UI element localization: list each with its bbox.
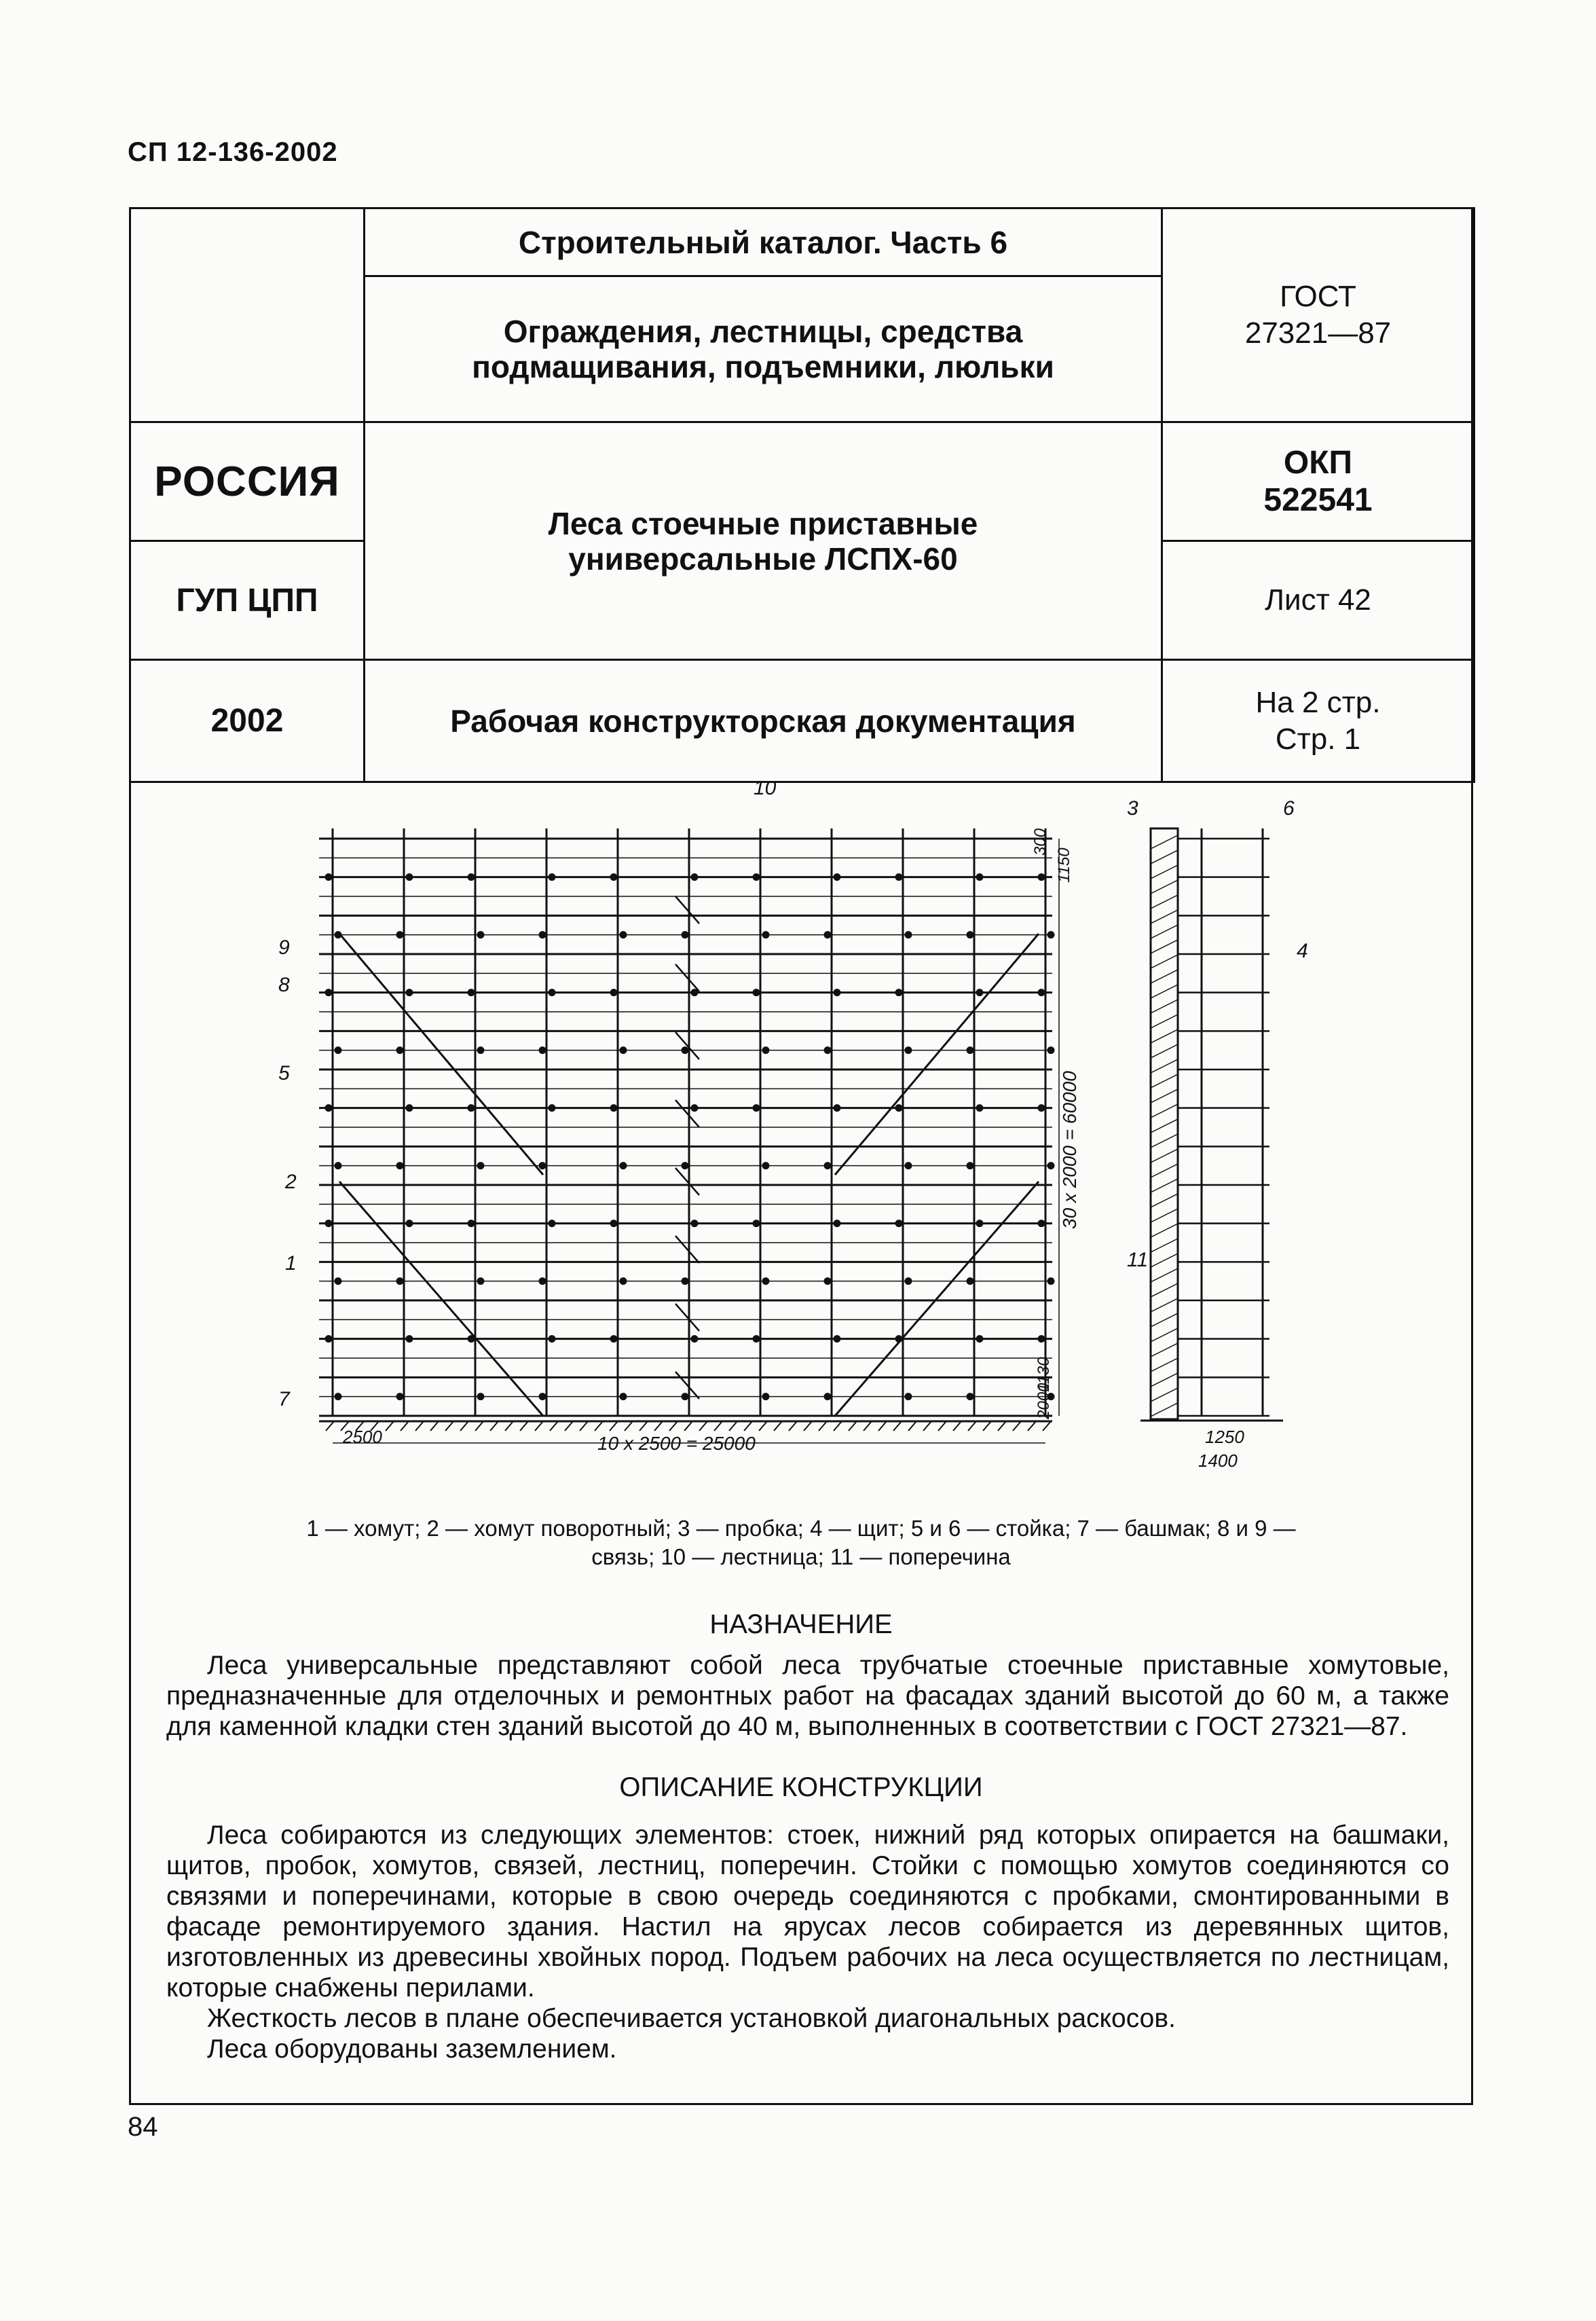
drawing-labels bbox=[278, 781, 1308, 1471]
coupler-dot bbox=[762, 932, 769, 938]
coupler-dot bbox=[396, 1278, 403, 1285]
coupler-dot bbox=[682, 1278, 688, 1285]
ground-hatch bbox=[580, 1421, 588, 1431]
coupler-dot bbox=[753, 1105, 760, 1112]
callout-label: 9 bbox=[278, 936, 290, 959]
gost-number: ГОСТ 27321—87 bbox=[1244, 280, 1392, 350]
coupler-dot bbox=[834, 1220, 840, 1227]
coupler-dot bbox=[1038, 989, 1045, 996]
ground-hatch bbox=[834, 1421, 842, 1431]
coupler-dot bbox=[967, 932, 973, 938]
coupler-dot bbox=[335, 1393, 341, 1400]
wall-hatch bbox=[1151, 925, 1178, 938]
ground-hatch bbox=[460, 1421, 468, 1431]
ladder-line bbox=[675, 1236, 699, 1263]
org-cell: ГУП ЦПП bbox=[130, 541, 365, 660]
coupler-dot bbox=[335, 1278, 341, 1285]
coupler-dot bbox=[691, 989, 698, 996]
coupler-dot bbox=[477, 1393, 484, 1400]
coupler-dot bbox=[834, 1336, 840, 1342]
coupler-dot bbox=[762, 1393, 769, 1400]
scaffold-drawing bbox=[251, 781, 1337, 1494]
coupler-dot bbox=[539, 1278, 546, 1285]
coupler-dot bbox=[335, 1163, 341, 1169]
coupler-dot bbox=[753, 1336, 760, 1342]
coupler-dot bbox=[335, 1047, 341, 1054]
purpose-text bbox=[166, 1650, 1449, 1742]
brace-line bbox=[835, 934, 1039, 1175]
catalog-subtitle: Ограждения, лестницы, средства подмащивания, подъемники, люльки bbox=[365, 276, 1162, 422]
wall-hatch bbox=[1151, 1328, 1178, 1342]
wall-hatch bbox=[1151, 1298, 1178, 1312]
construction-paragraph-1: Леса собираются из следующих элементов: стоек, нижний ряд которых опирается на башмаки, щитов, пробок, хомутов, связей, лестниц, поперечин. Стойки с помощью хомутов соединяются со связями и поперечинами, которые в свою очередь соединяются с пробками, смонтированными в фасаде ремонтируемого здания. Настил на ярусах лесов собирается из деревянных щитов, изготовленных из древесины хвойных пород. Подъем рабочих на леса осуществляется по лестницам, которые снабжены перилами. bbox=[166, 1821, 1449, 2003]
wall-hatch bbox=[1151, 1343, 1178, 1357]
ground-hatch bbox=[565, 1421, 573, 1431]
coupler-dot bbox=[753, 874, 760, 881]
coupler-dot bbox=[549, 989, 555, 996]
coupler-dot bbox=[477, 1278, 484, 1285]
wall-hatch bbox=[1151, 1254, 1178, 1267]
wall-hatch bbox=[1151, 1149, 1178, 1163]
wall-hatch bbox=[1151, 985, 1178, 998]
coupler-dot bbox=[468, 1105, 475, 1112]
construction-text bbox=[166, 1820, 1449, 2064]
ground-hatch bbox=[938, 1421, 946, 1431]
coupler-dot bbox=[325, 989, 332, 996]
coupler-dot bbox=[967, 1393, 973, 1400]
wall-hatch bbox=[1151, 910, 1178, 924]
coupler-dot bbox=[967, 1163, 973, 1169]
ground-hatch bbox=[1013, 1421, 1021, 1431]
ground-hatch bbox=[893, 1421, 902, 1431]
ground-hatch bbox=[774, 1421, 782, 1431]
callout-label: 6 bbox=[1283, 797, 1295, 820]
coupler-dot bbox=[682, 1163, 688, 1169]
ground-hatch bbox=[983, 1421, 991, 1431]
ground-hatch bbox=[430, 1421, 439, 1431]
wall-hatch bbox=[1151, 955, 1178, 968]
legend-caption: 1 — хомут; 2 — хомут поворотный; 3 — пробка; 4 — щит; 5 и 6 — стойка; 7 — башмак; 8 и 9 — связь; 10 — лестница; 11 — поперечина bbox=[306, 1516, 1296, 1569]
wall-hatch bbox=[1151, 1209, 1178, 1222]
ground-hatch bbox=[445, 1421, 453, 1431]
ground-hatch bbox=[610, 1421, 618, 1431]
coupler-dot bbox=[468, 989, 475, 996]
ground-hatch bbox=[1028, 1421, 1036, 1431]
coupler-dot bbox=[325, 1336, 332, 1342]
coupler-dot bbox=[1047, 1278, 1054, 1285]
coupler-dot bbox=[682, 1047, 688, 1054]
scaffold-side-view bbox=[1140, 828, 1283, 1421]
ground-hatch bbox=[789, 1421, 797, 1431]
coupler-dot bbox=[1038, 874, 1045, 881]
coupler-dot bbox=[905, 1047, 912, 1054]
coupler-dot bbox=[539, 1393, 546, 1400]
callout-label: 11 bbox=[1127, 1249, 1149, 1271]
coupler-dot bbox=[834, 1105, 840, 1112]
coupler-dot bbox=[406, 1220, 413, 1227]
ground-hatch bbox=[415, 1421, 424, 1431]
dimension-width: 10 x 2500 = 25000 bbox=[597, 1433, 756, 1454]
ground-hatch bbox=[849, 1421, 857, 1431]
coupler-dot bbox=[834, 989, 840, 996]
coupler-dot bbox=[396, 1163, 403, 1169]
ground-hatch bbox=[550, 1421, 558, 1431]
pages-total: На 2 стр. bbox=[1255, 685, 1381, 719]
coupler-dot bbox=[610, 1105, 617, 1112]
ladder-line bbox=[675, 1032, 699, 1059]
wall-hatch bbox=[1151, 1089, 1178, 1103]
coupler-dot bbox=[905, 1393, 912, 1400]
coupler-dot bbox=[895, 989, 902, 996]
coupler-dot bbox=[477, 932, 484, 938]
coupler-dot bbox=[610, 1220, 617, 1227]
wall-hatch bbox=[1151, 1059, 1178, 1073]
callout-label: 1 bbox=[285, 1252, 297, 1275]
coupler-dot bbox=[976, 989, 983, 996]
country-cell: РОССИЯ bbox=[130, 422, 365, 541]
wall-hatch bbox=[1151, 1164, 1178, 1177]
wall-hatch bbox=[1151, 1403, 1178, 1417]
coupler-dot bbox=[1047, 1163, 1054, 1169]
ground-hatch bbox=[908, 1421, 916, 1431]
coupler-dot bbox=[396, 1047, 403, 1054]
coupler-dot bbox=[396, 932, 403, 938]
coupler-dot bbox=[406, 1336, 413, 1342]
purpose-paragraph: Леса универсальные представляют собой леса трубчатые стоечные приставные хомутовые, предназначенные для отделочных и ремонтных работ на фасадах зданий высотой до 60 м, а также для каменной кладки стен зданий высотой до 40 м, выполненных в соответствии с ГОСТ 27321—87. bbox=[166, 1651, 1449, 1741]
ground-hatch bbox=[819, 1421, 827, 1431]
coupler-dot bbox=[549, 874, 555, 881]
page-current: Стр. 1 bbox=[1275, 722, 1361, 756]
wall-hatch bbox=[1151, 1074, 1178, 1088]
dimension-top-1: 300 bbox=[1031, 828, 1050, 856]
ground-hatch bbox=[326, 1421, 334, 1431]
okp-code: ОКП 522541 bbox=[1162, 422, 1474, 541]
ground-hatch bbox=[864, 1421, 872, 1431]
wall-hatch bbox=[1151, 1179, 1178, 1192]
coupler-dot bbox=[539, 932, 546, 938]
ground-hatch bbox=[490, 1421, 498, 1431]
title-block bbox=[129, 207, 1475, 783]
wall-hatch bbox=[1151, 1313, 1178, 1327]
wall-hatch bbox=[1151, 1134, 1178, 1148]
coupler-dot bbox=[1038, 1220, 1045, 1227]
coupler-dot bbox=[824, 1278, 831, 1285]
callout-label: 2 bbox=[285, 1171, 297, 1193]
ground-hatch bbox=[386, 1421, 394, 1431]
ground-hatch bbox=[595, 1421, 603, 1431]
coupler-dot bbox=[468, 874, 475, 881]
catalog-title: Строительный каталог. Часть 6 bbox=[365, 208, 1162, 276]
wall-hatch bbox=[1151, 940, 1178, 953]
coupler-dot bbox=[325, 874, 332, 881]
coupler-dot bbox=[682, 932, 688, 938]
year-cell: 2002 bbox=[130, 660, 365, 782]
scaffold-front-view bbox=[319, 828, 1059, 1443]
coupler-dot bbox=[824, 1163, 831, 1169]
wall-hatch bbox=[1151, 1239, 1178, 1252]
coupler-dot bbox=[396, 1393, 403, 1400]
coupler-dot bbox=[976, 1220, 983, 1227]
wall-hatch bbox=[1151, 1000, 1178, 1013]
product-name: Леса стоечные приставные универсальные ЛСПХ-60 bbox=[365, 422, 1162, 660]
ground-hatch bbox=[699, 1421, 707, 1431]
ground-hatch bbox=[759, 1421, 767, 1431]
brace-line bbox=[339, 1182, 543, 1416]
ground-hatch bbox=[639, 1421, 648, 1431]
coupler-dot bbox=[967, 1278, 973, 1285]
coupler-dot bbox=[762, 1278, 769, 1285]
wall-hatch bbox=[1151, 1358, 1178, 1372]
coupler-dot bbox=[539, 1047, 546, 1054]
dimension-side-2: 1400 bbox=[1198, 1450, 1238, 1471]
wall-hatch bbox=[1151, 850, 1178, 864]
ground-hatch bbox=[684, 1421, 692, 1431]
wall-hatch bbox=[1151, 1224, 1178, 1237]
coupler-dot bbox=[620, 1278, 627, 1285]
coupler-dot bbox=[895, 1105, 902, 1112]
coupler-dot bbox=[691, 1105, 698, 1112]
coupler-dot bbox=[905, 932, 912, 938]
wall-hatch bbox=[1151, 865, 1178, 879]
callout-label: 10 bbox=[754, 781, 777, 799]
dimension-bottom-1: 1130 bbox=[1035, 1357, 1053, 1392]
ground-hatch bbox=[968, 1421, 976, 1431]
page-number: 84 bbox=[128, 2112, 158, 2142]
coupler-dot bbox=[610, 874, 617, 881]
coupler-dot bbox=[976, 874, 983, 881]
coupler-dot bbox=[610, 989, 617, 996]
coupler-dot bbox=[1038, 1336, 1045, 1342]
coupler-dot bbox=[905, 1163, 912, 1169]
coupler-dot bbox=[477, 1163, 484, 1169]
wall-hatch bbox=[1151, 1268, 1178, 1282]
coupler-dot bbox=[834, 874, 840, 881]
coupler-dot bbox=[895, 874, 902, 881]
ground-hatch bbox=[744, 1421, 752, 1431]
ground-hatch bbox=[804, 1421, 812, 1431]
wall-hatch bbox=[1151, 1104, 1178, 1118]
coupler-dot bbox=[539, 1163, 546, 1169]
coupler-dot bbox=[824, 1393, 831, 1400]
coupler-dot bbox=[1038, 1105, 1045, 1112]
coupler-dot bbox=[691, 1220, 698, 1227]
coupler-dot bbox=[824, 932, 831, 938]
wall-hatch bbox=[1151, 895, 1178, 909]
callout-label: 7 bbox=[278, 1388, 290, 1410]
wall-hatch bbox=[1151, 880, 1178, 894]
callout-label: 8 bbox=[278, 974, 290, 996]
ladder-line bbox=[675, 1100, 699, 1127]
dimension-top-2: 1150 bbox=[1055, 847, 1073, 883]
coupler-dot bbox=[1047, 1047, 1054, 1054]
coupler-dot bbox=[549, 1105, 555, 1112]
blank-cell bbox=[130, 208, 365, 422]
coupler-dot bbox=[468, 1220, 475, 1227]
doc-type: Рабочая конструкторская документация bbox=[365, 660, 1162, 782]
ground-hatch bbox=[953, 1421, 961, 1431]
wall-hatch bbox=[1151, 1044, 1178, 1058]
section-heading-purpose: НАЗНАЧЕНИЕ bbox=[709, 1609, 893, 1639]
wall-hatch bbox=[1151, 1015, 1178, 1028]
wall-hatch bbox=[1151, 1388, 1178, 1402]
ground-hatch bbox=[520, 1421, 528, 1431]
coupler-dot bbox=[753, 989, 760, 996]
ground-hatch bbox=[401, 1421, 409, 1431]
coupler-dot bbox=[967, 1047, 973, 1054]
coupler-dot bbox=[1047, 932, 1054, 938]
ground-hatch bbox=[535, 1421, 543, 1431]
ground-hatch bbox=[625, 1421, 633, 1431]
dimension-height: 30 x 2000 = 60000 bbox=[1059, 1071, 1080, 1229]
coupler-dot bbox=[620, 1393, 627, 1400]
wall-hatch bbox=[1151, 1194, 1178, 1207]
coupler-dot bbox=[976, 1336, 983, 1342]
gost-cell bbox=[1162, 208, 1474, 422]
brace-line bbox=[339, 934, 543, 1175]
coupler-dot bbox=[895, 1220, 902, 1227]
ladder-line bbox=[675, 896, 699, 924]
coupler-dot bbox=[762, 1163, 769, 1169]
ladder-line bbox=[675, 1168, 699, 1195]
coupler-dot bbox=[610, 1336, 617, 1342]
coupler-dot bbox=[406, 989, 413, 996]
coupler-dot bbox=[682, 1393, 688, 1400]
ground-hatch bbox=[654, 1421, 663, 1431]
coupler-dot bbox=[824, 1047, 831, 1054]
dimension-bottom-2: 2000 bbox=[1035, 1383, 1053, 1419]
coupler-dot bbox=[691, 874, 698, 881]
construction-paragraph-2: Жесткость лесов в плане обеспечивается установкой диагональных раскосов. bbox=[207, 2004, 1176, 2033]
ground-hatch bbox=[923, 1421, 931, 1431]
ground-hatch bbox=[878, 1421, 887, 1431]
wall-hatch bbox=[1151, 1283, 1178, 1297]
coupler-dot bbox=[477, 1047, 484, 1054]
coupler-dot bbox=[691, 1336, 698, 1342]
ground-hatch bbox=[729, 1421, 737, 1431]
wall-hatch bbox=[1151, 1373, 1178, 1387]
coupler-dot bbox=[620, 932, 627, 938]
coupler-dot bbox=[620, 1163, 627, 1169]
coupler-dot bbox=[406, 1105, 413, 1112]
document-code: СП 12-136-2002 bbox=[128, 137, 338, 167]
callout-label: 5 bbox=[278, 1062, 290, 1084]
callout-label: 4 bbox=[1297, 940, 1308, 962]
callout-label: 3 bbox=[1127, 797, 1138, 820]
wall-hatch bbox=[1151, 1119, 1178, 1133]
sheet-number: Лист 42 bbox=[1162, 541, 1474, 660]
ground-hatch bbox=[505, 1421, 513, 1431]
wall-hatch bbox=[1151, 1029, 1178, 1043]
coupler-dot bbox=[325, 1105, 332, 1112]
dimension-bay: 2500 bbox=[343, 1427, 382, 1447]
ground-hatch bbox=[475, 1421, 483, 1431]
coupler-dot bbox=[976, 1105, 983, 1112]
ground-hatch bbox=[669, 1421, 678, 1431]
wall-hatch bbox=[1151, 835, 1178, 849]
coupler-dot bbox=[549, 1220, 555, 1227]
coupler-dot bbox=[549, 1336, 555, 1342]
brace-line bbox=[835, 1182, 1039, 1416]
dimension-side-1: 1250 bbox=[1205, 1427, 1244, 1447]
coupler-dot bbox=[620, 1047, 627, 1054]
coupler-dot bbox=[406, 874, 413, 881]
ladder-line bbox=[675, 1304, 699, 1331]
coupler-dot bbox=[325, 1220, 332, 1227]
coupler-dot bbox=[905, 1278, 912, 1285]
coupler-dot bbox=[753, 1220, 760, 1227]
ground-hatch bbox=[1043, 1421, 1051, 1431]
wall-hatch bbox=[1151, 970, 1178, 983]
ground-hatch bbox=[998, 1421, 1006, 1431]
ground-hatch bbox=[714, 1421, 722, 1431]
construction-paragraph-3: Леса оборудованы заземлением. bbox=[207, 2034, 617, 2064]
coupler-dot bbox=[762, 1047, 769, 1054]
pages-cell bbox=[1162, 660, 1474, 782]
ladder-line bbox=[675, 964, 699, 991]
section-heading-construction: ОПИСАНИЕ КОНСТРУКЦИИ bbox=[619, 1772, 983, 1802]
